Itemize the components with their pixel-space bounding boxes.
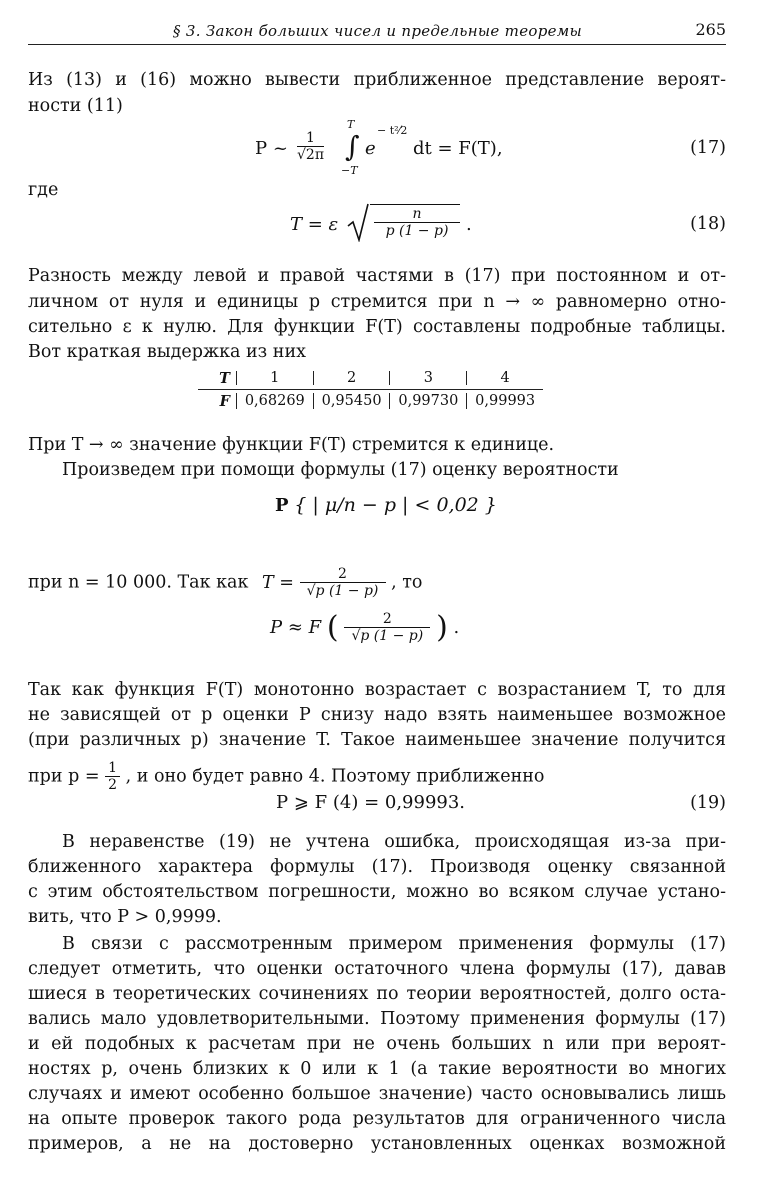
page-number: 265 bbox=[695, 20, 726, 39]
text-line: сительно ε к нулю. Для функции F(T) составлены подробные таблицы. bbox=[28, 317, 726, 337]
text-line: Из (13) и (16) можно вывести приближенное представление вероят- bbox=[28, 70, 726, 90]
formula-part: P ≈ F bbox=[270, 617, 322, 638]
text-line: При T → ∞ значение функции F(T) стремится к единице. bbox=[28, 435, 555, 455]
numerator: n bbox=[374, 206, 460, 223]
text-line: Произведем при помощи формулы (17) оценку вероятности bbox=[62, 460, 619, 480]
paren-open: ( bbox=[326, 610, 339, 645]
equation-number: (17) bbox=[690, 138, 726, 158]
formula-part: e bbox=[365, 138, 376, 159]
text-line: личном от нуля и единицы p стремится при n → ∞ равномерно отно- bbox=[28, 292, 726, 312]
equation-number: (18) bbox=[690, 214, 726, 234]
table-label: F bbox=[219, 392, 230, 410]
text-part: , и оно будет равно 4. Поэтому приближенно bbox=[125, 766, 545, 787]
formula-17 bbox=[255, 118, 505, 178]
text-line: следует отметить, что оценки остаточного члена формулы (17), давав bbox=[28, 959, 726, 979]
formula-part: P ~ bbox=[255, 138, 288, 159]
formula-part: . bbox=[466, 214, 472, 235]
approx-formula bbox=[270, 610, 459, 656]
text-line: шиеся в теоретических сочинениях по теории вероятностей, долго оста- bbox=[28, 984, 726, 1004]
table-row bbox=[198, 390, 543, 412]
integral-sign: ∫ bbox=[345, 130, 360, 163]
formula-part: T = bbox=[262, 572, 294, 593]
text-line: примеров, а не на достоверно установленных оценках возможной bbox=[28, 1134, 726, 1154]
exponent: − t²⁄2 bbox=[377, 124, 408, 137]
fraction bbox=[344, 611, 430, 645]
fraction bbox=[374, 206, 460, 240]
section-title: § 3. Закон больших чисел и предельные теоремы bbox=[173, 22, 583, 40]
text-line bbox=[28, 760, 544, 794]
running-header bbox=[28, 14, 726, 45]
text-line: не зависящей от p оценки P снизу надо взять наименьшее возможное bbox=[28, 705, 726, 725]
denominator: 2 bbox=[108, 777, 118, 793]
table-header-row bbox=[198, 367, 543, 390]
text-line: ближенного характера формулы (17). Производя оценку связанной bbox=[28, 857, 726, 877]
fraction bbox=[300, 566, 386, 600]
denominator: p (1 − p) bbox=[385, 223, 449, 239]
formula-part: P bbox=[275, 495, 289, 516]
text-part: при n = 10 000. Так как bbox=[28, 572, 249, 593]
numerator: 2 bbox=[300, 566, 386, 583]
numerator: 1 bbox=[105, 760, 120, 777]
text-line: вались мало удовлетворительными. Поэтому применения формулы (17) bbox=[28, 1009, 726, 1029]
equation-number: (19) bbox=[690, 793, 726, 813]
fraction bbox=[297, 130, 324, 164]
paren-close: ) bbox=[436, 610, 448, 645]
formula-19: P ⩾ F (4) = 0,99993. bbox=[276, 792, 466, 813]
text-line: и ей подобных к расчетам при не очень больших n или при вероят- bbox=[28, 1034, 726, 1054]
numerator: 1 bbox=[297, 130, 324, 147]
denominator: √p (1 − p) bbox=[351, 627, 424, 644]
denominator: √p (1 − p) bbox=[306, 583, 379, 599]
probability-formula bbox=[275, 494, 497, 534]
text-line: Вот краткая выдержка из них bbox=[28, 342, 306, 362]
table-label: T bbox=[219, 369, 230, 387]
text-line: с этим обстоятельством погрешности, можно во всяком случае устано- bbox=[28, 882, 726, 902]
formula-part: dt = F(T), bbox=[413, 138, 503, 159]
text-line bbox=[28, 566, 422, 600]
text-line: ности (11) bbox=[28, 96, 123, 116]
text-line: (при различных p) значение T. Такое наименьшее значение получится bbox=[28, 730, 726, 750]
text-line: Так как функция F(T) монотонно возрастает с возрастанием T, то для bbox=[28, 680, 726, 700]
text-line: В неравенстве (19) не учтена ошибка, происходящая из-за при- bbox=[62, 832, 726, 852]
formula-part: . bbox=[453, 617, 460, 638]
table-cell: 2 bbox=[313, 371, 390, 385]
table-cell: 0,95450 bbox=[313, 393, 390, 409]
numerator: 2 bbox=[344, 611, 430, 628]
table-cell: 0,68269 bbox=[236, 393, 313, 409]
denominator: √2π bbox=[297, 147, 325, 163]
lower-limit: −T bbox=[341, 164, 358, 177]
text-line: на опыте проверок такого рода результатов для ограниченного числа bbox=[28, 1109, 726, 1129]
text-part: при p = bbox=[28, 766, 100, 787]
text-line: Разность между левой и правой частями в (17) при постоянном и от- bbox=[28, 266, 726, 286]
formula-18 bbox=[290, 198, 480, 248]
formula-part: T = ε bbox=[290, 214, 339, 235]
text-line: В связи с рассмотренным примером применения формулы (17) bbox=[62, 934, 726, 954]
text-line: где bbox=[28, 180, 59, 200]
text-line: случаях и имеют особенно большое значение) часто основывались лишь bbox=[28, 1084, 726, 1104]
values-table bbox=[198, 367, 543, 412]
formula-part: { | μ/n − p | < 0,02 } bbox=[294, 494, 497, 516]
table-cell: 1 bbox=[236, 371, 313, 385]
radical-sign bbox=[346, 202, 370, 242]
upper-limit: T bbox=[347, 118, 355, 131]
text-line: вить, что P > 0,9999. bbox=[28, 907, 222, 927]
text-part: , то bbox=[391, 572, 423, 593]
table-cell: 3 bbox=[389, 371, 466, 385]
table-cell: 0,99730 bbox=[389, 393, 466, 409]
fraction bbox=[105, 760, 120, 794]
text-line: ностях p, очень близких к 0 или к 1 (а такие вероятности во многих bbox=[28, 1059, 726, 1079]
table-cell: 4 bbox=[466, 371, 543, 385]
radical-bar bbox=[370, 204, 460, 205]
table-cell: 0,99993 bbox=[466, 393, 543, 409]
